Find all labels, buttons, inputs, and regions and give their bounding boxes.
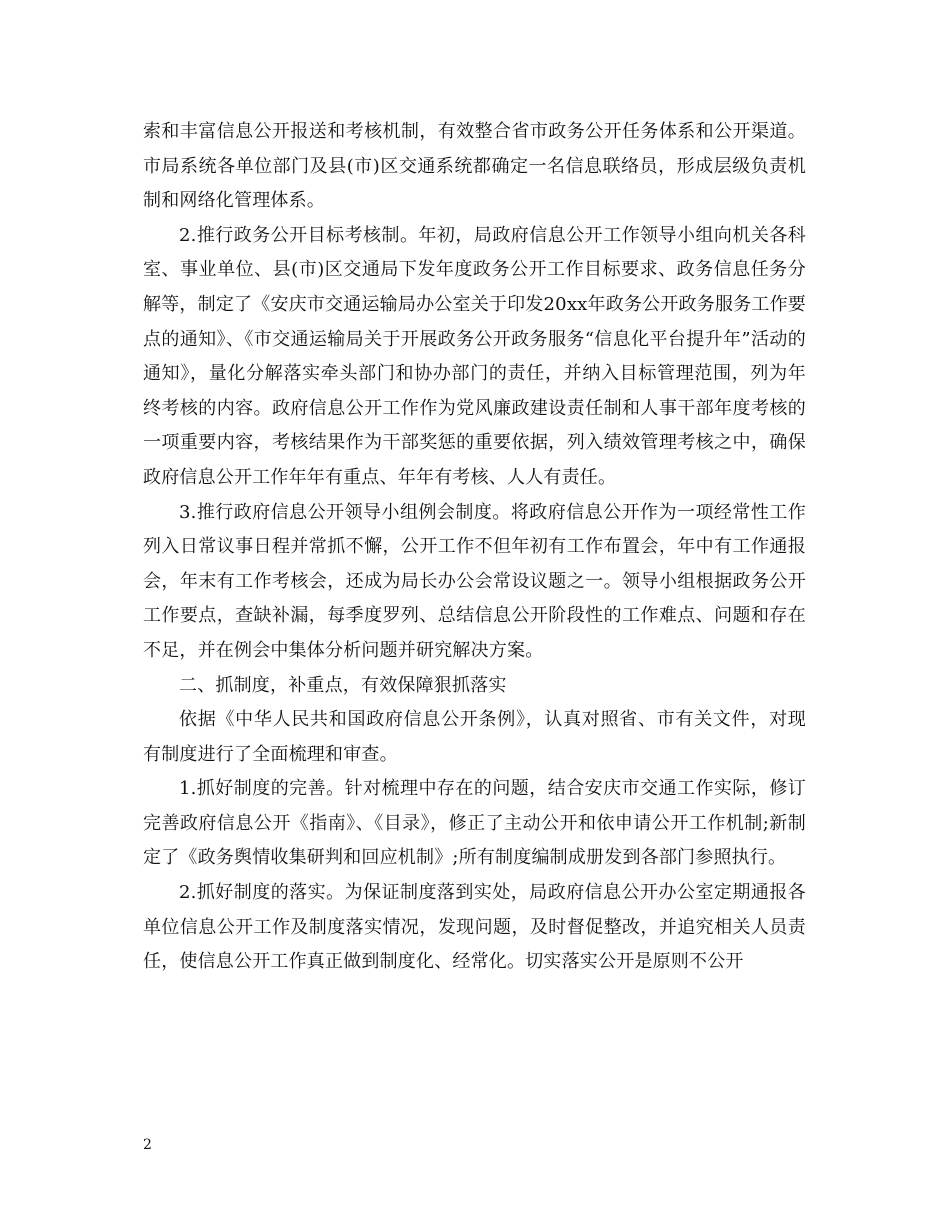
paragraph-4: 依据《中华人民共和国政府信息公开条例》，认真对照省、市有关文件，对现有制度进行了全面梳理和审查。: [143, 709, 806, 765]
paragraph-1: 索和丰富信息公开报送和考核机制，有效整合省市政务公开任务体系和公开渠道。市局系统各单位部门及县(市)区交通系统都确定一名信息联络员，形成层级负责机制和网络化管理体系。: [143, 121, 806, 212]
page-number: 2: [143, 1137, 152, 1153]
paragraph-5: 1.抓好制度的完善。针对梳理中存在的问题，结合安庆市交通工作实际，修订完善政府信息公开《指南》、《目录》，修正了主动公开和依申请公开工作机制;新制定了《政务舆情收集研判和回应机制》;所有制度编制成册发到各部门参照执行。: [143, 778, 806, 869]
paragraph-6: 2.抓好制度的落实。为保证制度落到实处，局政府信息公开办公室定期通报各单位信息公开工作及制度落实情况，发现问题，及时督促整改，并追究相关人员责任，使信息公开工作真正做到制度化、经常化。切实落实公开是原则不公开: [143, 882, 806, 973]
section-heading: 二、抓制度，补重点，有效保障狠抓落实: [179, 674, 507, 696]
paragraph-3: 3.推行政府信息公开领导小组例会制度。将政府信息公开作为一项经常性工作列入日常议事日程并常抓不懈，公开工作不但年初有工作布置会，年中有工作通报会，年末有工作考核会，还成为局长办公会常设议题之一。领导小组根据政务公开工作要点，查缺补漏，每季度罗列、总结信息公开阶段性的工作难点、问题和存在不足，并在例会中集体分析问题并研究解决方案。: [143, 501, 806, 661]
paragraph-2: 2.推行政务公开目标考核制。年初，局政府信息公开工作领导小组向机关各科室、事业单位、县(市)区交通局下发年度政务公开工作目标要求、政务信息任务分解等，制定了《安庆市交通运输局办公室关于印发20xx年政务公开政务服务工作要点的通知》、《市交通运输局关于开展政务公开政务服务“信息化平台提升年”活动的通知》，量化分解落实牵头部门和协办部门的责任，并纳入目标管理范围，列为年终考核的内容。政府信息公开工作作为党风廉政建设责任制和人事干部年度考核的一项重要内容，考核结果作为干部奖惩的重要依据，列入绩效管理考核之中，确保政府信息公开工作年年有重点、年年有考核、人人有责任。: [143, 224, 806, 488]
document-body: [143, 115, 806, 980]
